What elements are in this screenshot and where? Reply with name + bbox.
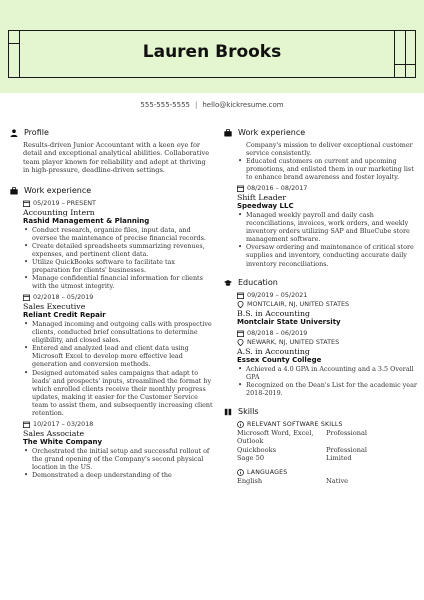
- job-title: Shift Leader: [237, 193, 287, 203]
- contact-separator: |: [195, 101, 198, 109]
- skill-name: Quickbooks: [237, 445, 276, 454]
- location-pin-icon: [237, 339, 244, 346]
- tools-icon: [224, 408, 232, 416]
- briefcase-icon: [10, 187, 18, 195]
- calendar-icon: [23, 421, 30, 428]
- header-band: [0, 0, 424, 93]
- school-name: Montclair State University: [237, 317, 341, 326]
- list-item: • Orchestrated the initial setup and successful rollout of the grand opening of the Company's second physical location in the US.: [23, 447, 214, 471]
- email[interactable]: hello@kickresume.com: [202, 101, 284, 109]
- skill-level: Professional: [326, 445, 368, 454]
- degree: B.S. in Accounting: [237, 308, 310, 318]
- list-item: • Oversaw ordering and maintenance of critical store supplies and inventory, conducting accurate daily inventory reconciliations.: [237, 243, 418, 267]
- section-education: [222, 277, 418, 289]
- list-item: • Managed incoming and outgoing calls with prospective clients, conducted brief consultations to determine eligibility, and closed sales.: [23, 320, 214, 344]
- language-level: Native: [326, 477, 349, 486]
- location-pin-icon: [237, 301, 244, 308]
- degree: A.S. in Accounting: [237, 347, 310, 357]
- section-skills: [222, 406, 418, 418]
- candidate-name: Lauren Brooks: [142, 42, 282, 62]
- bullet-list: [23, 226, 214, 291]
- section-work-experience-continued: [222, 127, 418, 139]
- entry-dates: 08/2018 – 06/2019: [237, 329, 418, 338]
- bullet-list: [237, 157, 418, 181]
- graduation-cap-icon: [224, 279, 232, 287]
- language-row: [237, 477, 418, 485]
- skills-block: [222, 420, 418, 485]
- job-title: Accounting Intern: [23, 208, 95, 218]
- skill-level: Professional: [326, 429, 368, 437]
- list-item: • Educated customers on current and upcoming promotions, and enlisted them in our marketing list to enhance brand awareness and foster loyalty.: [237, 157, 418, 181]
- continued-text: Company's mission to deliver exceptional customer service consistently.: [246, 141, 413, 158]
- skill-name: Microsoft Word, Excel, Outlook: [237, 429, 314, 446]
- company-name: Speedway LLC: [237, 202, 294, 211]
- list-item: • Recognized on the Dean's List for the academic year 2018-2019.: [237, 381, 418, 397]
- skill-row: [237, 454, 418, 462]
- list-item: • Utilize QuickBooks software to facilitate tax preparation for clients' businesses.: [23, 258, 214, 274]
- list-item: • Manage confidential financial information for clients with the utmost integrity.: [23, 274, 214, 290]
- list-item: • Demonstrated a deep understanding of the: [23, 471, 214, 479]
- list-item: • Entered and analyzed lead and client data using Microsoft Excel to develop more effective lead generation and conversion methods.: [23, 344, 214, 368]
- company-name: The White Company: [23, 438, 103, 447]
- list-item: • Designed automated sales campaigns that adapt to leads' and prospects' inputs, streamlined the format by which enrolled clients receive their monthly progress updates, making it easier for the Customer Service team to assist them, and subsequently increasing client retention.: [23, 369, 214, 418]
- calendar-icon: [23, 200, 30, 207]
- entry-dates: 02/2018 – 05/2019: [23, 293, 214, 302]
- experience-entry: [8, 293, 214, 417]
- entry-dates: 08/2016 – 08/2017: [237, 184, 418, 193]
- calendar-icon: [237, 185, 244, 192]
- company-name: Rashid Management & Planning: [23, 217, 150, 226]
- list-item: • Create detailed spreadsheets summarizing revenues, expenses, and pertinent client data.: [23, 242, 214, 258]
- calendar-icon: [237, 292, 244, 299]
- education-entry: [222, 291, 418, 327]
- skill-row: [237, 446, 418, 454]
- calendar-icon: [237, 330, 244, 337]
- skill-level: Limited: [326, 453, 352, 462]
- education-entry: [222, 329, 418, 397]
- section-profile: [8, 127, 214, 139]
- experience-entry: [8, 199, 214, 290]
- phone: 555-555-5555: [140, 101, 190, 109]
- section-title-profile: Profile: [24, 128, 49, 137]
- languages-heading: LANGUAGES: [237, 468, 418, 477]
- skill-name: Sage 50: [237, 453, 265, 462]
- job-title: Sales Executive: [23, 302, 86, 312]
- entry-dates: 05/2019 – PRESENT: [23, 199, 214, 208]
- bullet-list: [237, 365, 418, 397]
- briefcase-icon: [224, 129, 232, 137]
- job-title: Sales Associate: [23, 429, 85, 439]
- bullet-list: [237, 211, 418, 268]
- list-item: • Managed weekly payroll and daily cash reconciliations, invoices, work orders, and weekly inventory orders utilizing SAP and BlueCube store management software.: [237, 211, 418, 243]
- section-title-work: Work experience: [24, 186, 92, 196]
- left-column: [8, 127, 214, 479]
- section-title-work: Work experience: [238, 128, 306, 137]
- entry-location: NEWARK, NJ, UNITED STATES: [237, 338, 418, 347]
- section-title-education: Education: [238, 277, 278, 287]
- school-name: Essex County College: [237, 356, 322, 365]
- profile-text: Results-driven Junior Accountant with a keen eye for detail and exceptional analytical abilities. Collaborative team player known for reliability and adept at thriving in high-pressure, deadline-driven settings.: [23, 141, 210, 174]
- contact-line: [0, 101, 424, 109]
- experience-entry: [222, 184, 418, 267]
- bullet-list: [23, 320, 214, 417]
- right-column: [222, 127, 418, 485]
- entry-location: MONTCLAIR, NJ, UNITED STATES: [237, 300, 418, 309]
- software-skills-heading: RELEVANT SOFTWARE SKILLS: [237, 420, 418, 429]
- experience-entry: [8, 420, 214, 479]
- skill-row: [237, 429, 418, 446]
- calendar-icon: [23, 294, 30, 301]
- entry-dates: 09/2019 – 05/2021: [237, 291, 418, 300]
- info-circle-icon: [237, 421, 244, 428]
- list-item: • Achieved a 4.0 GPA in Accounting and a 3.5 Overall GPA: [237, 365, 418, 381]
- language-name: English: [237, 477, 263, 486]
- info-circle-icon: [237, 469, 244, 476]
- section-work-experience: [8, 185, 214, 197]
- experience-continued: [222, 141, 418, 181]
- entry-dates: 10/2017 – 03/2018: [23, 420, 214, 429]
- bullet-list: [23, 447, 214, 479]
- person-icon: [10, 129, 18, 137]
- list-item: • Conduct research, organize files, input data, and oversee the maintenance of precise financial records.: [23, 226, 214, 242]
- section-title-skills: Skills: [238, 407, 259, 416]
- company-name: Reliant Credit Repair: [23, 311, 106, 320]
